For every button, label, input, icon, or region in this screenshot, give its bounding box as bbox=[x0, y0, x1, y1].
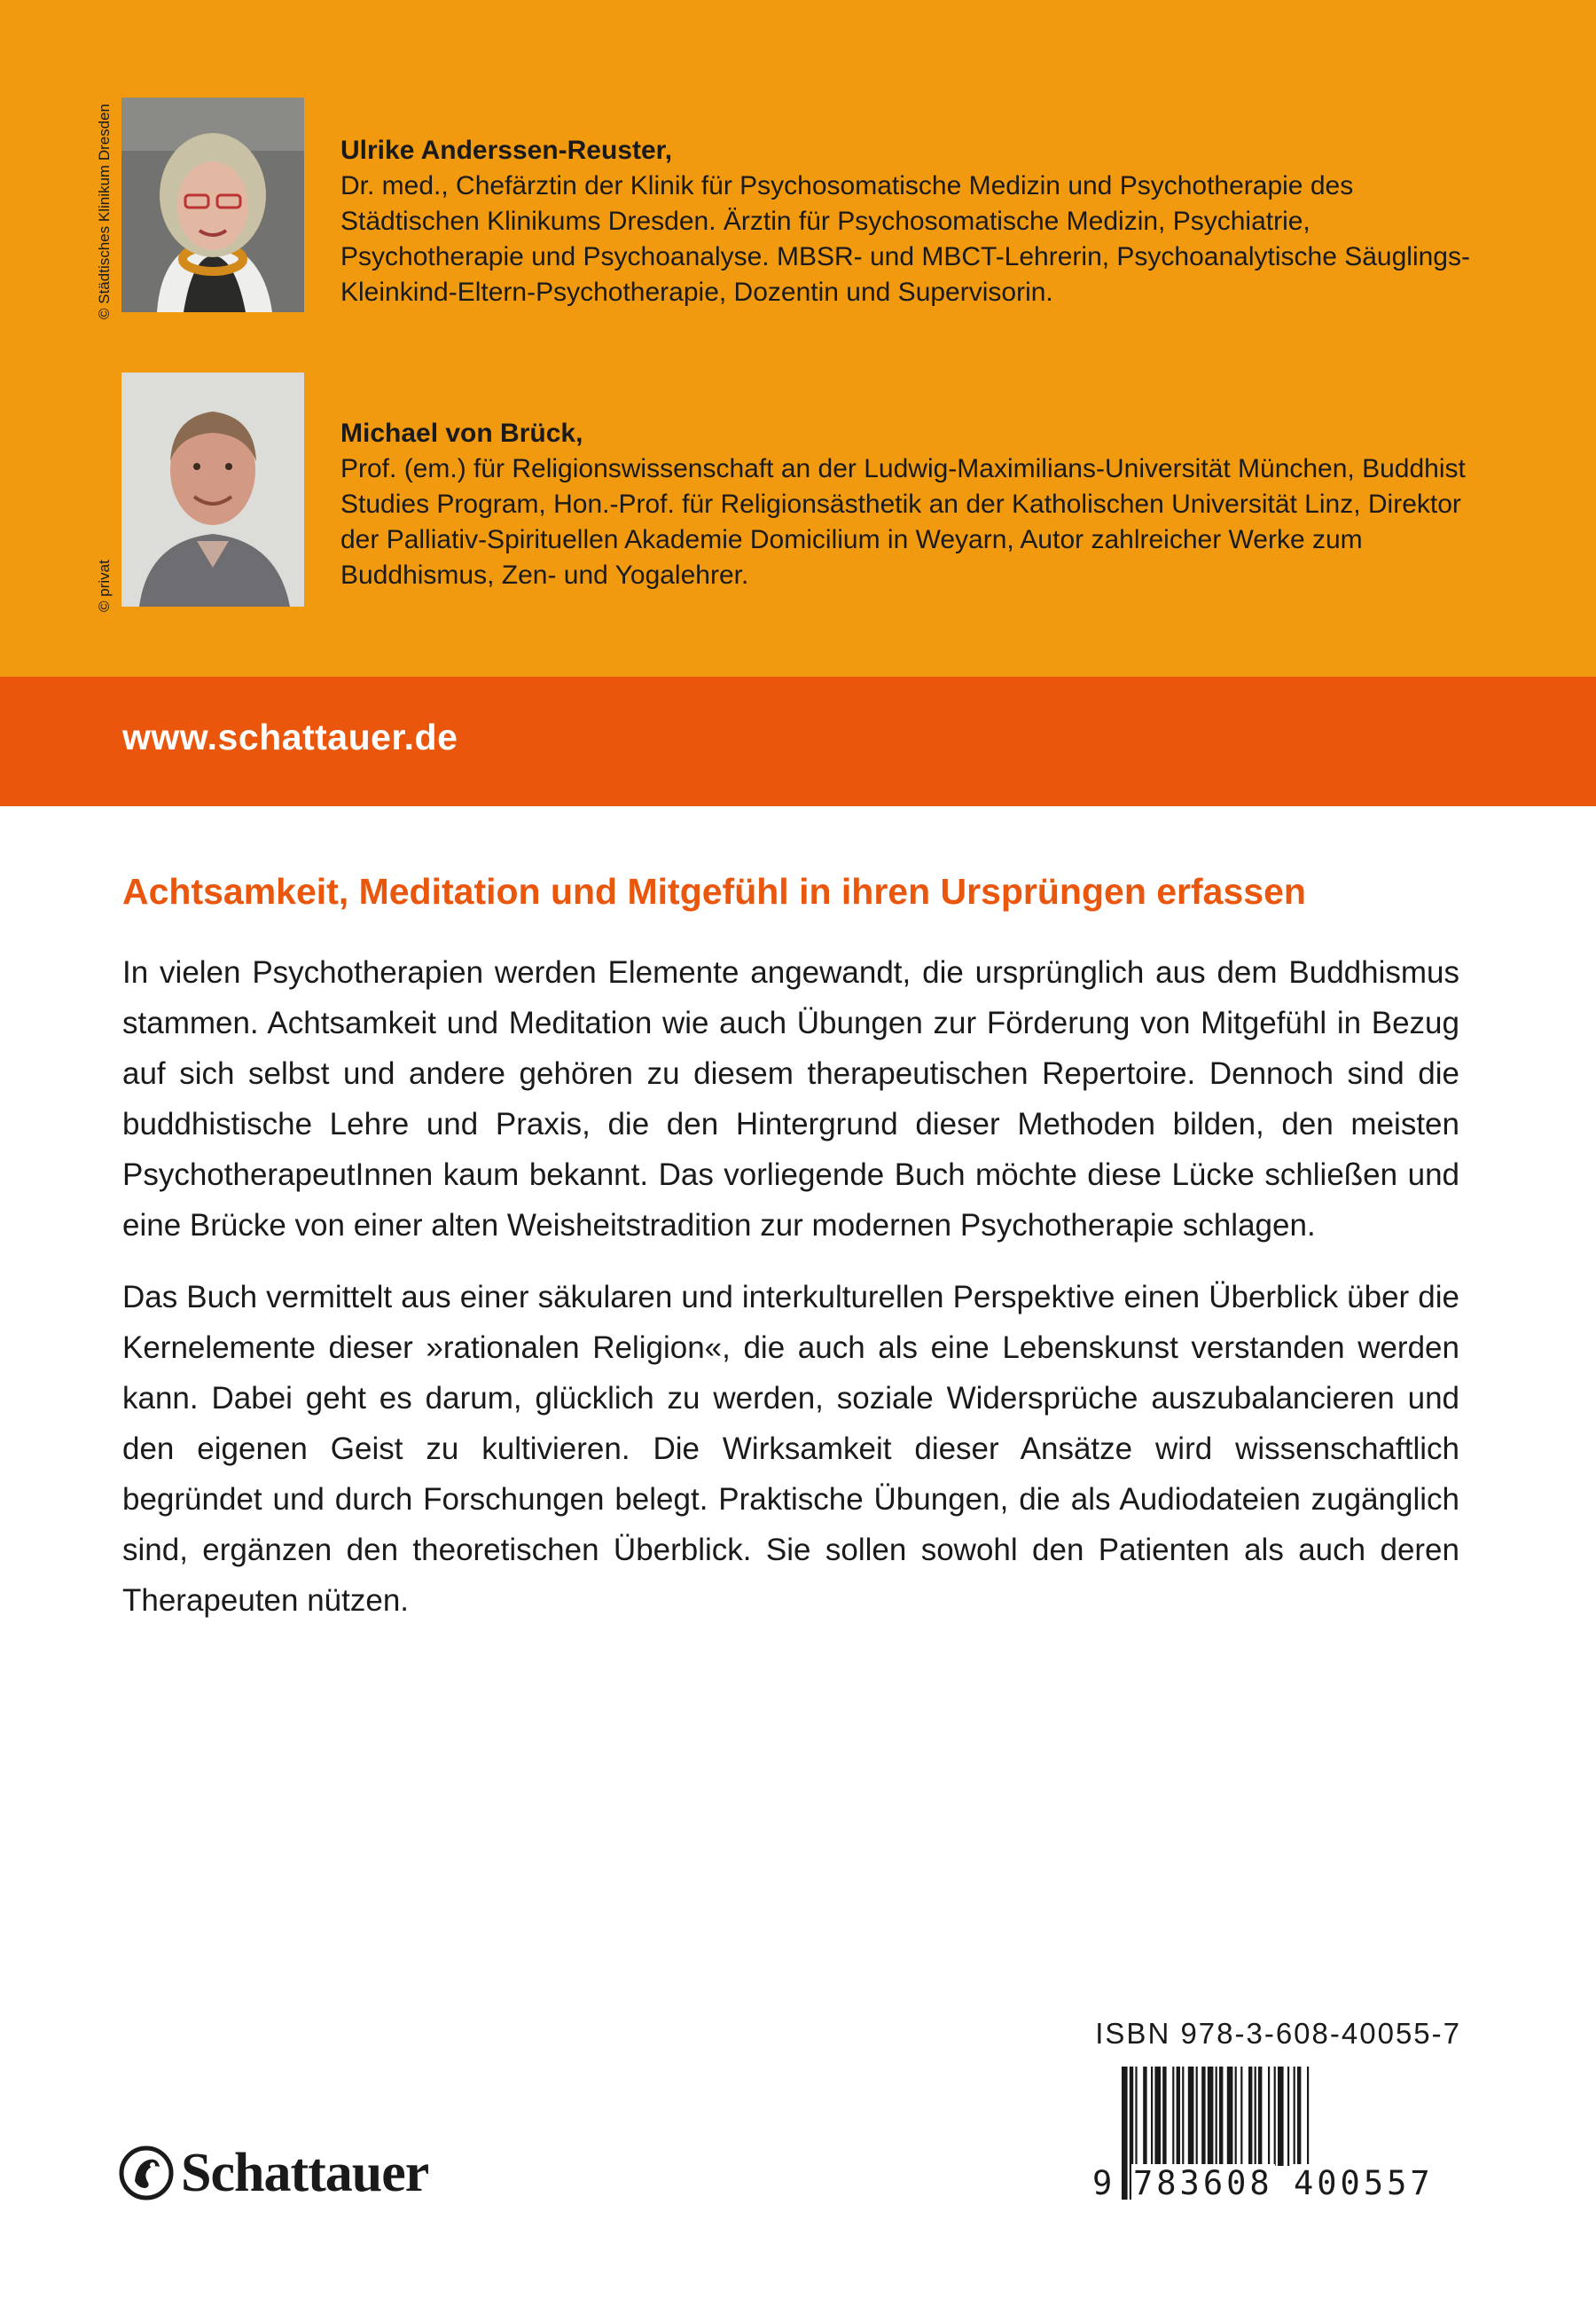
barcode-bar bbox=[1182, 2067, 1184, 2166]
barcode-bar bbox=[1154, 2067, 1161, 2166]
isbn-label: ISBN 978-3-608-40055-7 bbox=[1095, 2017, 1461, 2050]
barcode-digit-group: 400557 bbox=[1294, 2164, 1434, 2202]
barcode-bar bbox=[1268, 2067, 1270, 2166]
barcode-bar bbox=[1143, 2067, 1146, 2166]
barcode-bar bbox=[1151, 2067, 1153, 2166]
barcode-bar bbox=[1294, 2067, 1295, 2166]
barcode-bar bbox=[1240, 2067, 1242, 2166]
publisher-logo-icon bbox=[119, 2145, 174, 2200]
barcode-bar bbox=[1258, 2067, 1262, 2166]
portrait-man-icon bbox=[121, 373, 304, 607]
barcode-bar bbox=[1135, 2067, 1137, 2166]
description-paragraph: Das Buch vermittelt aus einer säkularen und interkulturellen Perspektive einen Überblick über die Kernelemente dieser »rationalen Religion«, die auch als eine Lebenskunst verstanden werden kann. Dabei geht es darum, glücklich zu werden, soziale Widersprüche auszubalancieren und den eigenen Geist zu kultivieren. Die Wirksamkeit dieser Ansätze wird wissenschaftlich begründet und durch Forschungen belegt. Praktische Übungen, die als Audiodateien zugänglich sind, ergänzen den theoretischen Überblick. Sie sollen sowohl den Patienten als auch deren Therapeuten nützen. bbox=[122, 1280, 1459, 1618]
publisher-name: Schattauer bbox=[181, 2142, 429, 2203]
author-bio-brueck bbox=[340, 416, 1493, 593]
author-photo-anderssen bbox=[121, 98, 304, 312]
barcode-bar bbox=[1297, 2067, 1301, 2166]
photo-credit-text: © privat bbox=[96, 560, 113, 612]
barcode-bar bbox=[1255, 2067, 1256, 2166]
author-section bbox=[0, 0, 1596, 677]
barcode-digit-first: 9 bbox=[1092, 2164, 1113, 2202]
barcode-bar bbox=[1196, 2067, 1198, 2166]
author-bio-text: Prof. (em.) für Religionswissenschaft an der Ludwig-Maximilians-Universität München, Buddhist Studies Program, Hon.-Prof. für Religionsästhetik an der Katholischen Universität Linz, Direktor der Palliativ-Spirituellen Akademie Domicilium in Weyarn, Autor zahlreicher Werke zum Buddhismus, Zen- und Yogalehrer. bbox=[340, 454, 1466, 590]
barcode-bar bbox=[1278, 2067, 1284, 2166]
author-photo-brueck bbox=[121, 373, 304, 607]
barcode-bar bbox=[1274, 2067, 1276, 2166]
barcode-digit-group: 783608 bbox=[1133, 2164, 1273, 2202]
barcode-bar bbox=[1188, 2067, 1194, 2166]
book-headline: Achtsamkeit, Meditation und Mitgefühl in ihren Ursprüngen erfassen bbox=[122, 871, 1306, 912]
barcode-bar bbox=[1235, 2067, 1237, 2166]
barcode-bar bbox=[1208, 2067, 1214, 2166]
barcode-bar bbox=[1201, 2067, 1205, 2166]
barcode-bar bbox=[1172, 2067, 1174, 2166]
author-bio-text: Dr. med., Chefärztin der Klinik für Psychosomatische Medizin und Psychotherapie des Städtischen Klinikums Dresden. Ärztin für Psychosomatische Medizin, Psychiatrie, Psychotherapie und Psychoanalyse. MBSR- und MBCT-Lehrerin, Psychoanalytische Säuglings-Kleinkind-Eltern-Psychotherapie, Dozentin und Supervisorin. bbox=[340, 171, 1470, 307]
photo-credit-text: © Städtisches Klinikum Dresden bbox=[96, 103, 113, 319]
book-description bbox=[122, 947, 1459, 1647]
author-name: Michael von Brück, bbox=[340, 419, 583, 448]
barcode-bar bbox=[1287, 2067, 1289, 2166]
barcode-bar bbox=[1177, 2067, 1180, 2166]
barcode-bar bbox=[1162, 2067, 1166, 2166]
author-name: Ulrike Anderssen-Reuster, bbox=[340, 136, 673, 165]
publisher-logo bbox=[119, 2142, 428, 2204]
barcode-bar bbox=[1248, 2067, 1252, 2166]
author-bio-anderssen bbox=[340, 133, 1493, 310]
portrait-woman-icon bbox=[121, 98, 304, 312]
barcode-bar bbox=[1227, 2067, 1233, 2166]
description-paragraph: In vielen Psychotherapien werden Elemente angewandt, die ursprünglich aus dem Buddhismus stammen. Achtsamkeit und Meditation wie auch Übungen zur Förderung von Mitgefühl in Bezug auf sich selbst und andere gehören zu diesem therapeutischen Repertoire. Dennoch sind die buddhistische Lehre und Praxis, die den Hintergrund dieser Methoden bilden, den meisten PsychotherapeutInnen kaum bekannt. Das vorliegende Buch möchte diese Lücke schließen und eine Brücke von einer alten Weisheitstradition zur modernen Psychotherapie schlagen. bbox=[122, 955, 1459, 1243]
barcode-bar bbox=[1122, 2067, 1128, 2200]
website-link[interactable]: www.schattauer.de bbox=[122, 717, 458, 757]
